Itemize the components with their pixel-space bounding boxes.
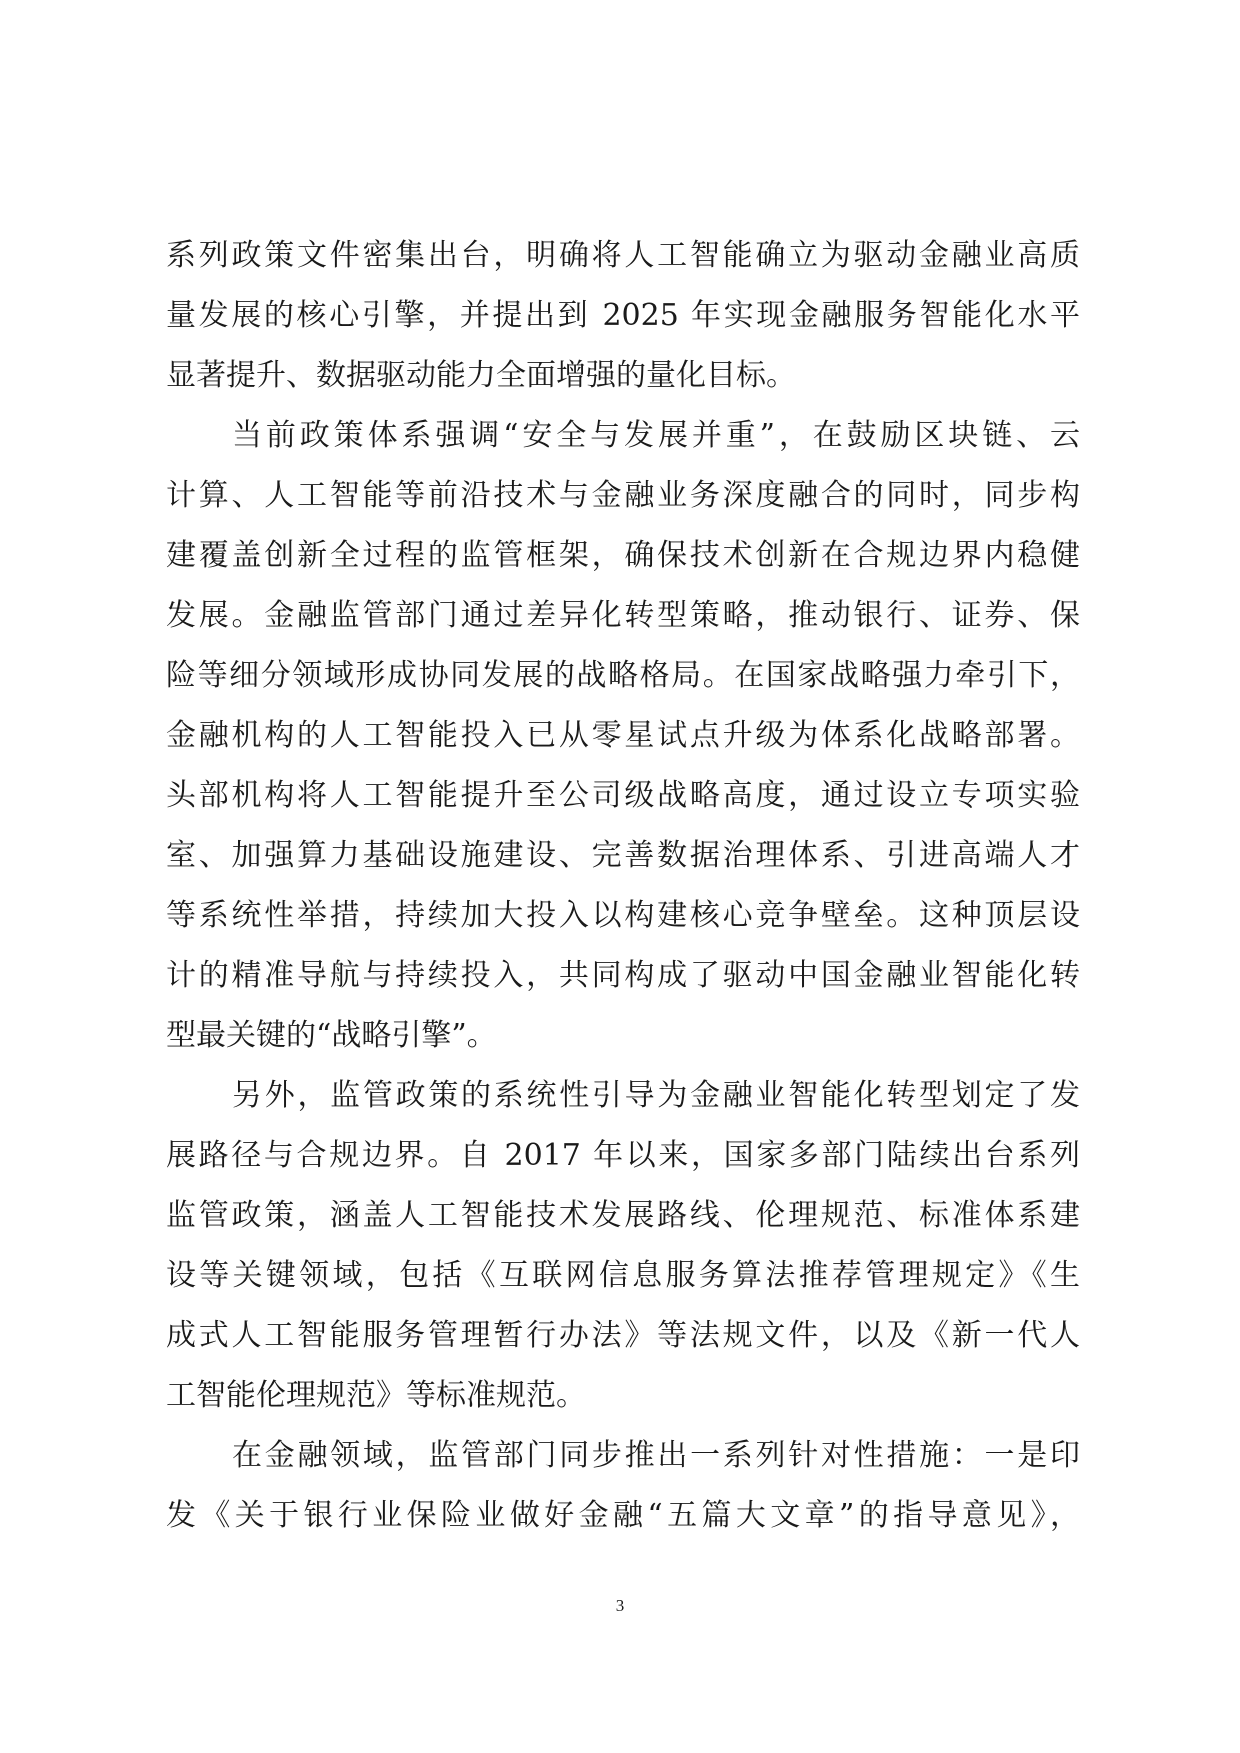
text-line: 室、加强算力基础设施建设、完善数据治理体系、引进高端人才 xyxy=(166,838,1080,873)
text-line: 建覆盖创新全过程的监管框架，确保技术创新在合规边界内稳健 xyxy=(166,538,1080,573)
text-line: 量发展的核心引擎，并提出到 2025 年实现金融服务智能化水平 xyxy=(166,298,1080,333)
text-line: 设等关键领域，包括《互联网信息服务算法推荐管理规定》《生 xyxy=(166,1258,1080,1293)
body-text xyxy=(166,226,1080,1546)
text-line: 等系统性举措，持续加大投入以构建核心竞争壁垒。这种顶层设 xyxy=(166,898,1080,933)
text-line: 系列政策文件密集出台，明确将人工智能确立为驱动金融业高质 xyxy=(166,238,1080,273)
text-line: 发展。金融监管部门通过差异化转型策略，推动银行、证券、保 xyxy=(166,598,1080,633)
text-line: 计算、人工智能等前沿技术与金融业务深度融合的同时，同步构 xyxy=(166,478,1080,513)
text-line: 成式人工智能服务管理暂行办法》等法规文件，以及《新一代人 xyxy=(166,1318,1080,1353)
text-line: 头部机构将人工智能提升至公司级战略高度，通过设立专项实验 xyxy=(166,778,1080,813)
text-line: 计的精准导航与持续投入，共同构成了驱动中国金融业智能化转 xyxy=(166,958,1080,993)
text-line: 发《关于银行业保险业做好金融“五篇大文章”的指导意见》， xyxy=(166,1498,1080,1533)
text-line: 型最关键的“战略引擎”。 xyxy=(166,1018,497,1053)
text-line: 显著提升、数据驱动能力全面增强的量化目标。 xyxy=(166,358,796,393)
text-line: 展路径与合规边界。自 2017 年以来，国家多部门陆续出台系列 xyxy=(166,1138,1080,1173)
text-line: 另外，监管政策的系统性引导为金融业智能化转型划定了发 xyxy=(232,1078,1080,1113)
text-line: 工智能伦理规范》等标准规范。 xyxy=(166,1378,586,1413)
text-line: 金融机构的人工智能投入已从零星试点升级为体系化战略部署。 xyxy=(166,718,1080,753)
page-number: 3 xyxy=(615,1596,625,1615)
text-line: 监管政策，涵盖人工智能技术发展路线、伦理规范、标准体系建 xyxy=(166,1198,1080,1233)
text-line: 当前政策体系强调“安全与发展并重”，在鼓励区块链、云 xyxy=(232,418,1080,453)
text-line: 险等细分领域形成协同发展的战略格局。在国家战略强力牵引下， xyxy=(166,658,1080,693)
text-line: 在金融领域，监管部门同步推出一系列针对性措施：一是印 xyxy=(232,1438,1080,1473)
